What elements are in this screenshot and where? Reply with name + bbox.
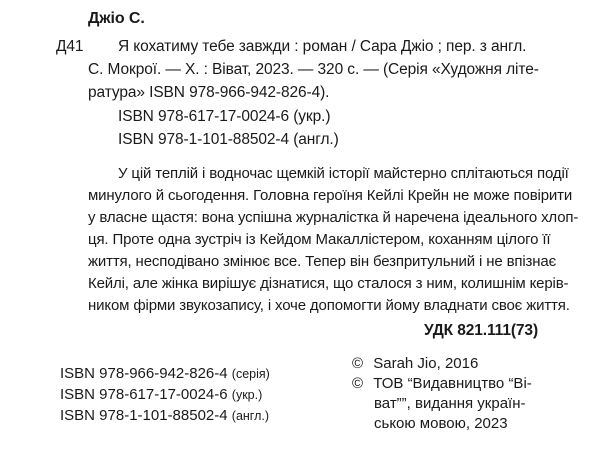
call-number: Д41 [56, 38, 84, 55]
isbn-note: (англ.) [231, 409, 270, 423]
copyright-symbol: © [352, 355, 364, 372]
annotation-line: минулого й сьогодення. Головна героїня Кейлі Крейн не може повірити [88, 187, 573, 204]
bottom-isbn-line [60, 406, 269, 426]
bibliographic-entry-line: С. Мокрої. — Х. : Віват, 2023. — 320 с. — (Серія «Художня літе- [88, 61, 539, 78]
bottom-isbn-line [60, 364, 270, 384]
annotation-line: У цій теплій і водночас щемкій історії майстерно сплітаються події [118, 165, 569, 182]
annotation-line: ником фірми звукозапису, і хоче допомогти йому владнати своє життя. [88, 297, 570, 314]
annotation-line: ця. Проте одна зустріч із Кейдом Макаллістером, коханням цілого її [88, 231, 551, 248]
udk-code: УДК 821.111(73) [423, 322, 538, 339]
isbn-number: ISBN 978-1-101-88502-4 [60, 407, 228, 424]
copyright-symbol: © [352, 375, 364, 392]
annotation-line: у власне щастя: вона успішна журналістка й наречена ідеального хлоп- [88, 209, 579, 226]
annotation-line: Кейлі, але жінка вирішує дізнатися, що сталося з ним, колишнім керів- [88, 275, 569, 292]
isbn-note: (серія) [231, 367, 270, 381]
isbn-number: ISBN 978-617-17-0024-6 [60, 386, 228, 403]
copyright-line [352, 354, 478, 373]
isbn-note: (укр.) [231, 388, 263, 402]
annotation-line: життя, несподівано змінює все. Тепер він безпритульний і не впізнає [88, 253, 557, 270]
copyright-line [352, 374, 532, 393]
copyright-line: ват””, видання україн- [374, 395, 526, 412]
isbn-line: ISBN 978-1-101-88502-4 (англ.) [118, 131, 339, 148]
copyright-text: Sarah Jio, 2016 [373, 355, 479, 372]
isbn-number: ISBN 978-966-942-826-4 [60, 365, 228, 382]
isbn-line: ISBN 978-617-17-0024-6 (укр.) [118, 108, 331, 125]
bibliographic-entry-line: Я кохатиму тебе завжди : роман / Сара Джіо ; пер. з англ. [118, 38, 527, 55]
bibliographic-entry-line: ратура» ISBN 978-966-942-826-4). [88, 84, 330, 101]
bottom-isbn-line [60, 385, 262, 405]
copyright-text: ТОВ “Видавництво “Ві- [373, 375, 532, 392]
author-name: Джіо С. [88, 10, 145, 27]
copyright-line: ською мовою, 2023 [374, 415, 508, 432]
